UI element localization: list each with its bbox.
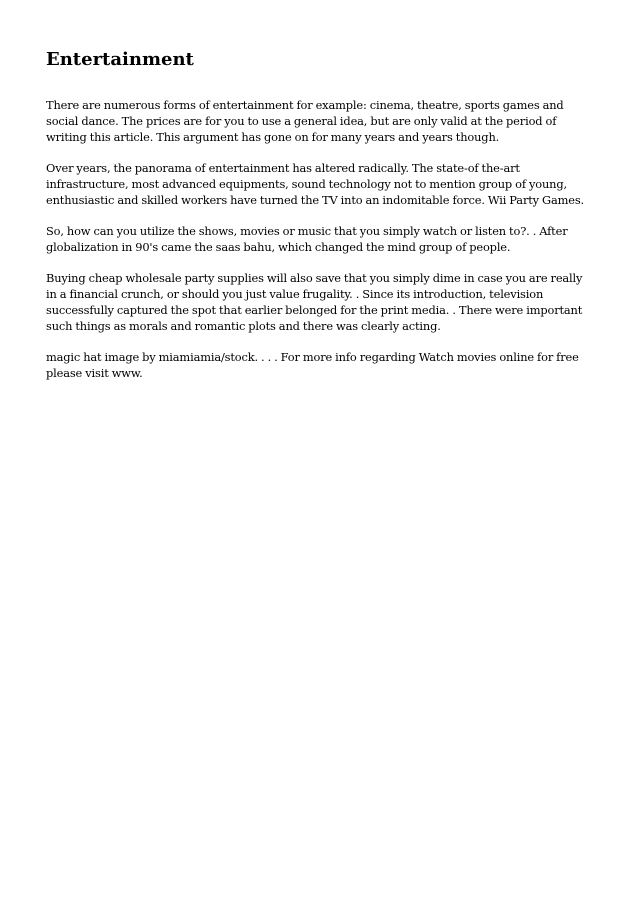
document-page bbox=[46, 48, 594, 396]
paragraph-1: There are numerous forms of entertainment for example: cinema, theatre, sports games and social dance. The prices are for you to use a general idea, but are only valid at the period of writing this article. This argument has gone on for many years and years though. bbox=[46, 98, 564, 144]
paragraph-3: So, how can you utilize the shows, movies or music that you simply watch or listen to?. . After globalization in 90's came the saas bahu, which changed the mind group of people. bbox=[46, 224, 568, 254]
page-title: Entertainment bbox=[46, 49, 194, 70]
paragraph-4: Buying cheap wholesale party supplies will also save that you simply dime in case you are really in a financial crunch, or should you just value frugality. . Since its introduction, television successfully captured the spot that earlier belonged for the print media. . There were important such things as morals and romantic plots and there was clearly acting. bbox=[46, 271, 583, 333]
paragraph-5: magic hat image by miamiamia/stock. . . . For more info regarding Watch movies online for free please visit www. bbox=[46, 350, 579, 380]
paragraph-2: Over years, the panorama of entertainment has altered radically. The state-of the-art infrastructure, most advanced equipments, sound technology not to mention group of young, enthusiastic and skilled workers have turned the TV into an indomitable force. Wii Party Games. bbox=[46, 161, 585, 207]
